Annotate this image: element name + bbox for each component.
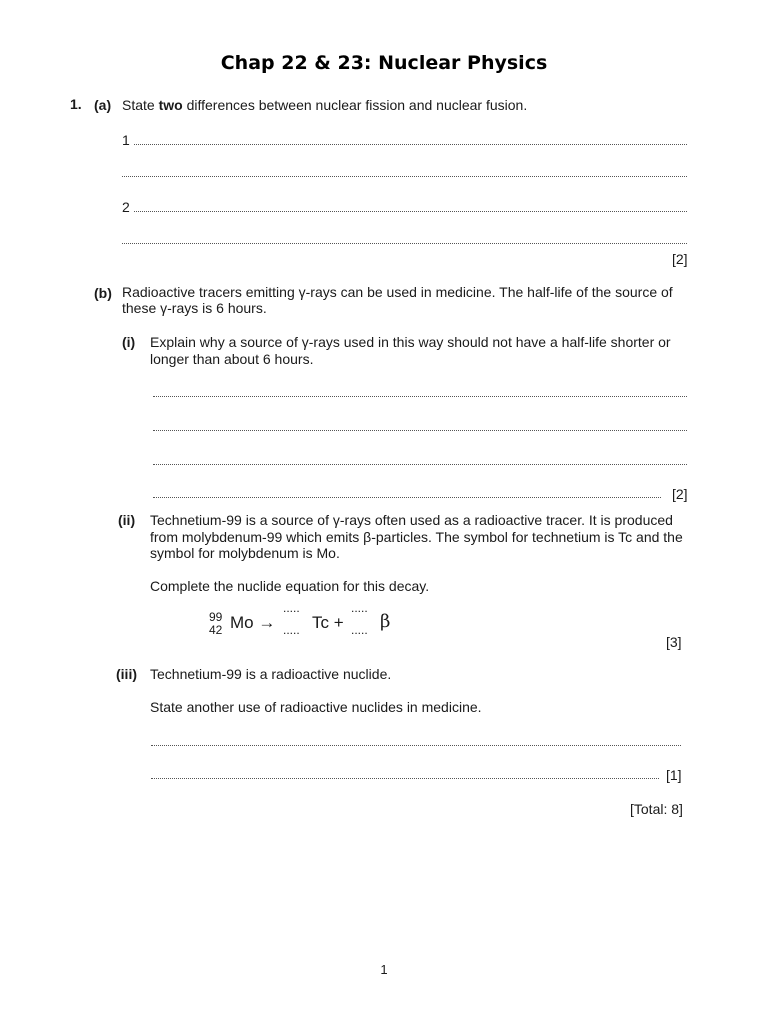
part-a-marks: [2] bbox=[672, 251, 688, 267]
question-number: 1. bbox=[70, 96, 82, 112]
part-b-iii-marks: [1] bbox=[666, 767, 682, 783]
tc-mass-number-blank[interactable]: ..... bbox=[283, 601, 300, 615]
part-b-iii-text-line2: State another use of radioactive nuclides in medicine. bbox=[150, 699, 482, 715]
part-b-i-label: (i) bbox=[122, 334, 136, 350]
part-b-ii-label: (ii) bbox=[118, 512, 136, 528]
answer-line[interactable] bbox=[153, 430, 687, 431]
part-a-question bbox=[122, 97, 527, 114]
part-b-text-line2: these γ-rays is 6 hours. bbox=[122, 300, 267, 316]
part-b-label: (b) bbox=[94, 285, 112, 301]
part-b-i-marks: [2] bbox=[672, 486, 688, 502]
part-b-ii-instruction: Complete the nuclide equation for this decay. bbox=[150, 578, 430, 594]
answer-line[interactable] bbox=[151, 778, 659, 779]
mo-symbol-arrow: Mo → bbox=[230, 613, 276, 632]
mo-mass-number: 99 bbox=[209, 610, 223, 624]
part-a-label: (a) bbox=[94, 97, 112, 113]
answer-line[interactable] bbox=[153, 396, 687, 397]
answer-line[interactable] bbox=[134, 144, 687, 145]
answer-line[interactable] bbox=[134, 211, 687, 212]
part-b-i-text-line2: longer than about 6 hours. bbox=[150, 351, 314, 367]
tc-atomic-number-blank[interactable]: ..... bbox=[283, 623, 300, 637]
answer-line[interactable] bbox=[153, 497, 661, 498]
page-title: Chap 22 & 23: Nuclear Physics bbox=[220, 52, 548, 74]
beta-mass-number-blank[interactable]: ..... bbox=[351, 601, 368, 615]
part-b-iii-text-line1: Technetium-99 is a radioactive nuclide. bbox=[150, 666, 392, 682]
tc-symbol-plus: Tc + bbox=[312, 613, 344, 632]
beta-symbol: β bbox=[380, 611, 391, 632]
page-number: 1 bbox=[380, 962, 388, 977]
answer-line[interactable] bbox=[122, 176, 687, 177]
total-marks: [Total: 8] bbox=[630, 801, 683, 817]
mo-atomic-number: 42 bbox=[209, 623, 223, 637]
part-b-ii-text-line2: from molybdenum-99 which emits β-particles. The symbol for technetium is Tc and the bbox=[150, 529, 683, 545]
part-b-i-text-line1: Explain why a source of γ-rays used in this way should not have a half-life shorter or bbox=[150, 334, 671, 350]
answer-line[interactable] bbox=[153, 464, 687, 465]
part-b-ii-text-line3: symbol for molybdenum is Mo. bbox=[150, 545, 340, 561]
answer-line[interactable] bbox=[122, 243, 687, 244]
answer-line-2-number: 2 bbox=[122, 199, 130, 215]
part-b-ii-marks: [3] bbox=[666, 634, 682, 650]
answer-line[interactable] bbox=[151, 745, 681, 746]
part-a-text-post: differences between nuclear fission and nuclear fusion. bbox=[182, 97, 528, 113]
part-b-ii-text-line1: Technetium-99 is a source of γ-rays often used as a radioactive tracer. It is produced bbox=[150, 512, 673, 528]
part-b-iii-label: (iii) bbox=[116, 666, 137, 682]
beta-atomic-number-blank[interactable]: ..... bbox=[351, 623, 368, 637]
part-b-text-line1: Radioactive tracers emitting γ-rays can be used in medicine. The half-life of the source of bbox=[122, 284, 673, 300]
answer-line-1-number: 1 bbox=[122, 132, 130, 148]
part-a-text-bold: two bbox=[158, 97, 183, 113]
part-a-text-pre: State bbox=[122, 97, 159, 113]
